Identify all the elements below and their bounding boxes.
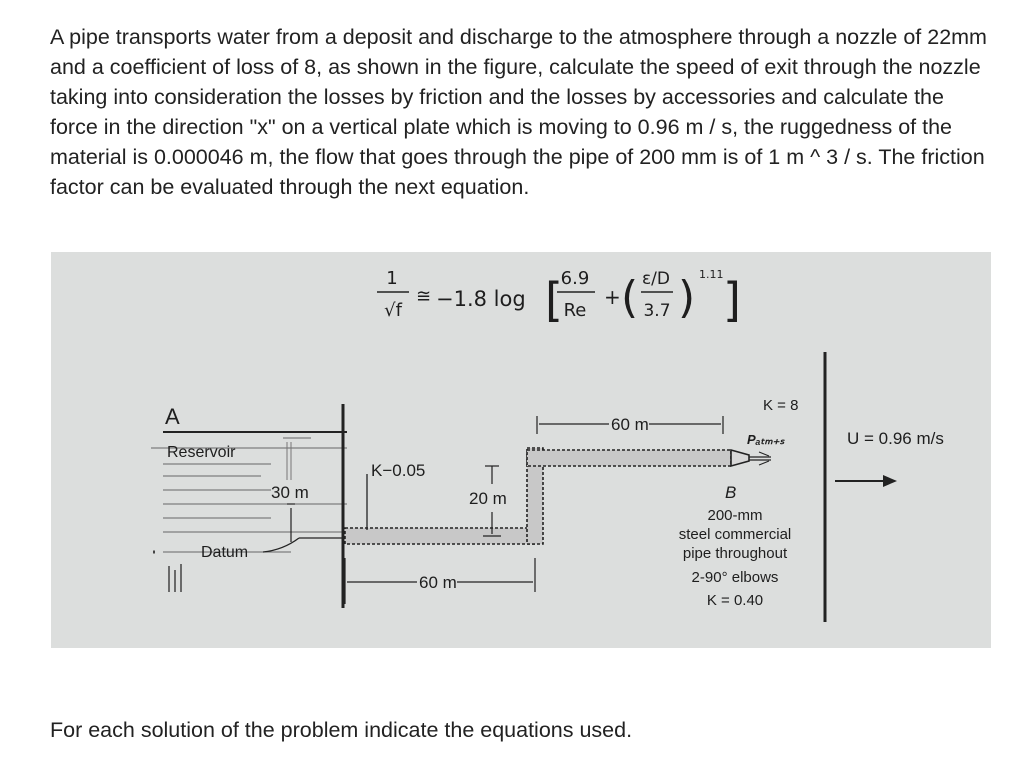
- datum-label: Datum: [201, 544, 249, 561]
- nozzle: [731, 450, 749, 466]
- plate-velocity-label: U = 0.96 m/s: [847, 429, 944, 448]
- figure-canvas: [51, 252, 991, 648]
- water-jet: [759, 461, 769, 465]
- k-entrance-label: K−0.05: [371, 461, 426, 480]
- eq-lhs-denominator: √f: [384, 300, 402, 321]
- pipe-desc-line: 2-90° elbows: [691, 569, 779, 586]
- label-A: A: [165, 404, 180, 429]
- pipe-description: [679, 507, 792, 609]
- problem-statement: A pipe transports water from a deposit and discharge to the atmosphere through a nozzle of 22mm and a coefficient of loss of 8, as shown in the figure, calculate the speed of exit through the nozzle taking into consideration the losses by friction and the losses by accessories and calculate the force in the direction "x" on a vertical plate which is moving to 0.96 m / s, the ruggedness of the material is 0.000046 m, the flow that goes through the pipe of 200 mm is of 1 m ^ 3 / s. The friction factor can be evaluated through the next equation.: [50, 25, 987, 199]
- eq-lhs-numerator: 1: [386, 268, 398, 289]
- pipe-desc-line: pipe throughout: [682, 545, 788, 562]
- friction-factor-equation: [377, 268, 741, 327]
- pipe-segment-top: [527, 450, 731, 466]
- instruction-text: For each solution of the problem indicate the equations used.: [50, 718, 633, 742]
- eq-term1-denominator: Re: [563, 300, 587, 321]
- point-B-label: B: [725, 483, 737, 502]
- eq-paren-close: ): [678, 272, 696, 323]
- pipe-desc-line: 200-mm: [707, 507, 763, 524]
- water-jet: [759, 452, 769, 456]
- pipe-system: [345, 397, 798, 609]
- eq-exponent: 1.11: [699, 268, 724, 281]
- eq-bracket-close: ]: [723, 273, 741, 327]
- datum-pointer: [263, 538, 299, 552]
- problem-figure: [51, 252, 991, 648]
- len-bottom-label: 60 m: [419, 573, 457, 592]
- p-atm-label: Pₐₜₘ₊ₛ: [747, 432, 785, 447]
- height-30m-label: 30 m: [271, 483, 309, 502]
- reservoir: [151, 404, 347, 608]
- eq-bracket-open: [: [545, 273, 563, 327]
- height-20m-label: 20 m: [469, 489, 507, 508]
- k-nozzle-label: K = 8: [763, 397, 799, 414]
- eq-term1-numerator: 6.9: [560, 268, 590, 289]
- len-top-label: 60 m: [611, 415, 649, 434]
- pipe-desc-line: steel commercial: [678, 526, 792, 543]
- reservoir-label: Reservoir: [167, 444, 236, 461]
- eq-paren-open: (: [621, 272, 639, 323]
- pipe-segment-bottom: [345, 528, 537, 544]
- eq-term2-denominator: 3.7: [643, 301, 671, 321]
- eq-term2-numerator: ε/D: [641, 269, 671, 289]
- velocity-arrow-head: [883, 475, 897, 487]
- eq-plus-sign: +: [604, 285, 621, 309]
- eq-approx-sign: ≅: [416, 286, 432, 307]
- moving-plate: [825, 352, 944, 622]
- pipe-desc-line: K = 0.40: [706, 592, 764, 609]
- eq-coefficient: −1.8 log: [436, 287, 526, 311]
